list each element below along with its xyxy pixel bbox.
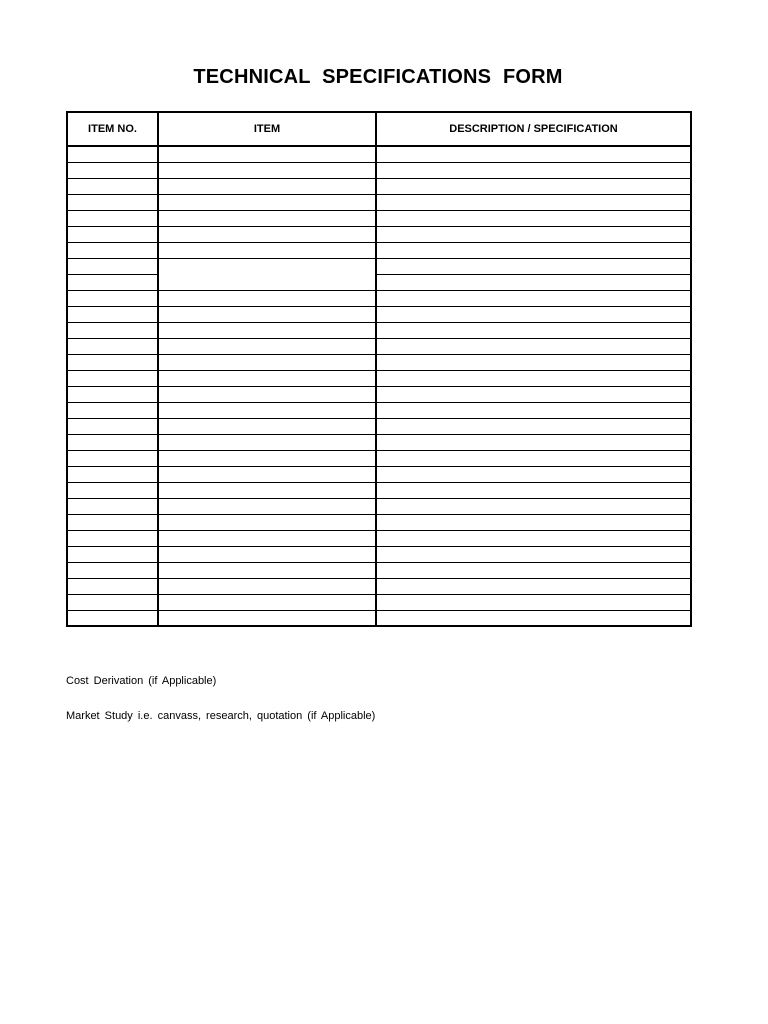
cell-item [158,210,376,226]
cell-item-no [67,450,158,466]
cell-description [376,210,691,226]
cell-description [376,226,691,242]
table-row [67,466,691,482]
cell-item-no [67,546,158,562]
header-item-no: ITEM NO. [67,112,158,146]
form-title: TECHNICAL SPECIFICATIONS FORM [193,66,563,88]
table-header-row [67,112,691,146]
cell-description [376,578,691,594]
table-row [67,306,691,322]
cell-description [376,338,691,354]
table-row [67,594,691,610]
table-row [67,402,691,418]
cell-description [376,562,691,578]
cell-item-no [67,258,158,274]
cell-item [158,386,376,402]
cell-item-no [67,162,158,178]
cell-item [158,610,376,626]
cell-item [158,434,376,450]
cell-description [376,466,691,482]
table-row [67,546,691,562]
cell-item [158,498,376,514]
cell-item [158,306,376,322]
cell-description [376,482,691,498]
cell-item-no [67,178,158,194]
cell-item-no [67,242,158,258]
cell-item-no [67,306,158,322]
cost-derivation-label: Cost Derivation (if Applicable) [66,675,217,687]
cell-description [376,290,691,306]
table-row [67,530,691,546]
cell-description [376,258,691,274]
table-row [67,418,691,434]
table-body [67,146,691,626]
cell-item-no [67,466,158,482]
table-row [67,562,691,578]
cell-item [158,290,376,306]
table-row [67,290,691,306]
cell-item [158,354,376,370]
table-row [67,482,691,498]
cell-description [376,386,691,402]
cell-item-no [67,274,158,290]
cell-item [158,418,376,434]
cell-item-no [67,146,158,162]
table-row [67,386,691,402]
table-row [67,354,691,370]
table-row [67,258,691,274]
cell-item [158,162,376,178]
table-row [67,450,691,466]
cell-item [158,546,376,562]
cell-item [158,402,376,418]
cell-item [158,146,376,162]
cell-item-no [67,354,158,370]
cell-item [158,530,376,546]
market-study-label: Market Study i.e. canvass, research, quotation (if Applicable) [66,710,376,722]
cell-item [158,450,376,466]
cell-item [158,226,376,242]
cell-item-no [67,610,158,626]
cell-description [376,450,691,466]
cell-item-no [67,210,158,226]
cell-item-no [67,290,158,306]
cell-item [158,514,376,530]
cell-item-no [67,530,158,546]
cell-item-no [67,226,158,242]
cell-item-no [67,386,158,402]
cell-description [376,178,691,194]
cell-item [158,258,376,290]
cell-item [158,594,376,610]
cell-description [376,418,691,434]
cell-item [158,322,376,338]
cell-description [376,594,691,610]
table-row [67,610,691,626]
table-row [67,434,691,450]
cell-item [158,178,376,194]
cell-item-no [67,418,158,434]
cell-item [158,466,376,482]
table-row [67,322,691,338]
cell-description [376,498,691,514]
cell-item [158,370,376,386]
cell-description [376,242,691,258]
cell-item-no [67,514,158,530]
cell-description [376,146,691,162]
cell-item [158,242,376,258]
cell-description [376,322,691,338]
cell-description [376,546,691,562]
table-row [67,162,691,178]
cell-item-no [67,322,158,338]
table-row [67,210,691,226]
table-row [67,178,691,194]
cell-item [158,578,376,594]
table-row [67,146,691,162]
cell-item-no [67,194,158,210]
cell-description [376,434,691,450]
cell-item-no [67,482,158,498]
cell-description [376,514,691,530]
cell-item-no [67,402,158,418]
table-row [67,226,691,242]
table-row [67,578,691,594]
specifications-table [66,111,692,627]
cell-description [376,370,691,386]
cell-item-no [67,498,158,514]
cell-description [376,530,691,546]
cell-item-no [67,578,158,594]
cell-description [376,354,691,370]
cell-item [158,194,376,210]
cell-item [158,338,376,354]
cell-description [376,162,691,178]
cell-description [376,306,691,322]
cell-item-no [67,370,158,386]
cell-item-no [67,562,158,578]
cell-item-no [67,338,158,354]
table-row [67,498,691,514]
table-row [67,514,691,530]
table-row [67,370,691,386]
cell-description [376,194,691,210]
header-description: DESCRIPTION / SPECIFICATION [376,112,691,146]
table-row [67,194,691,210]
header-item: ITEM [158,112,376,146]
cell-description [376,402,691,418]
cell-item [158,482,376,498]
cell-item-no [67,594,158,610]
table-row [67,242,691,258]
cell-item-no [67,434,158,450]
cell-description [376,274,691,290]
table-row [67,338,691,354]
cell-description [376,610,691,626]
cell-item [158,562,376,578]
